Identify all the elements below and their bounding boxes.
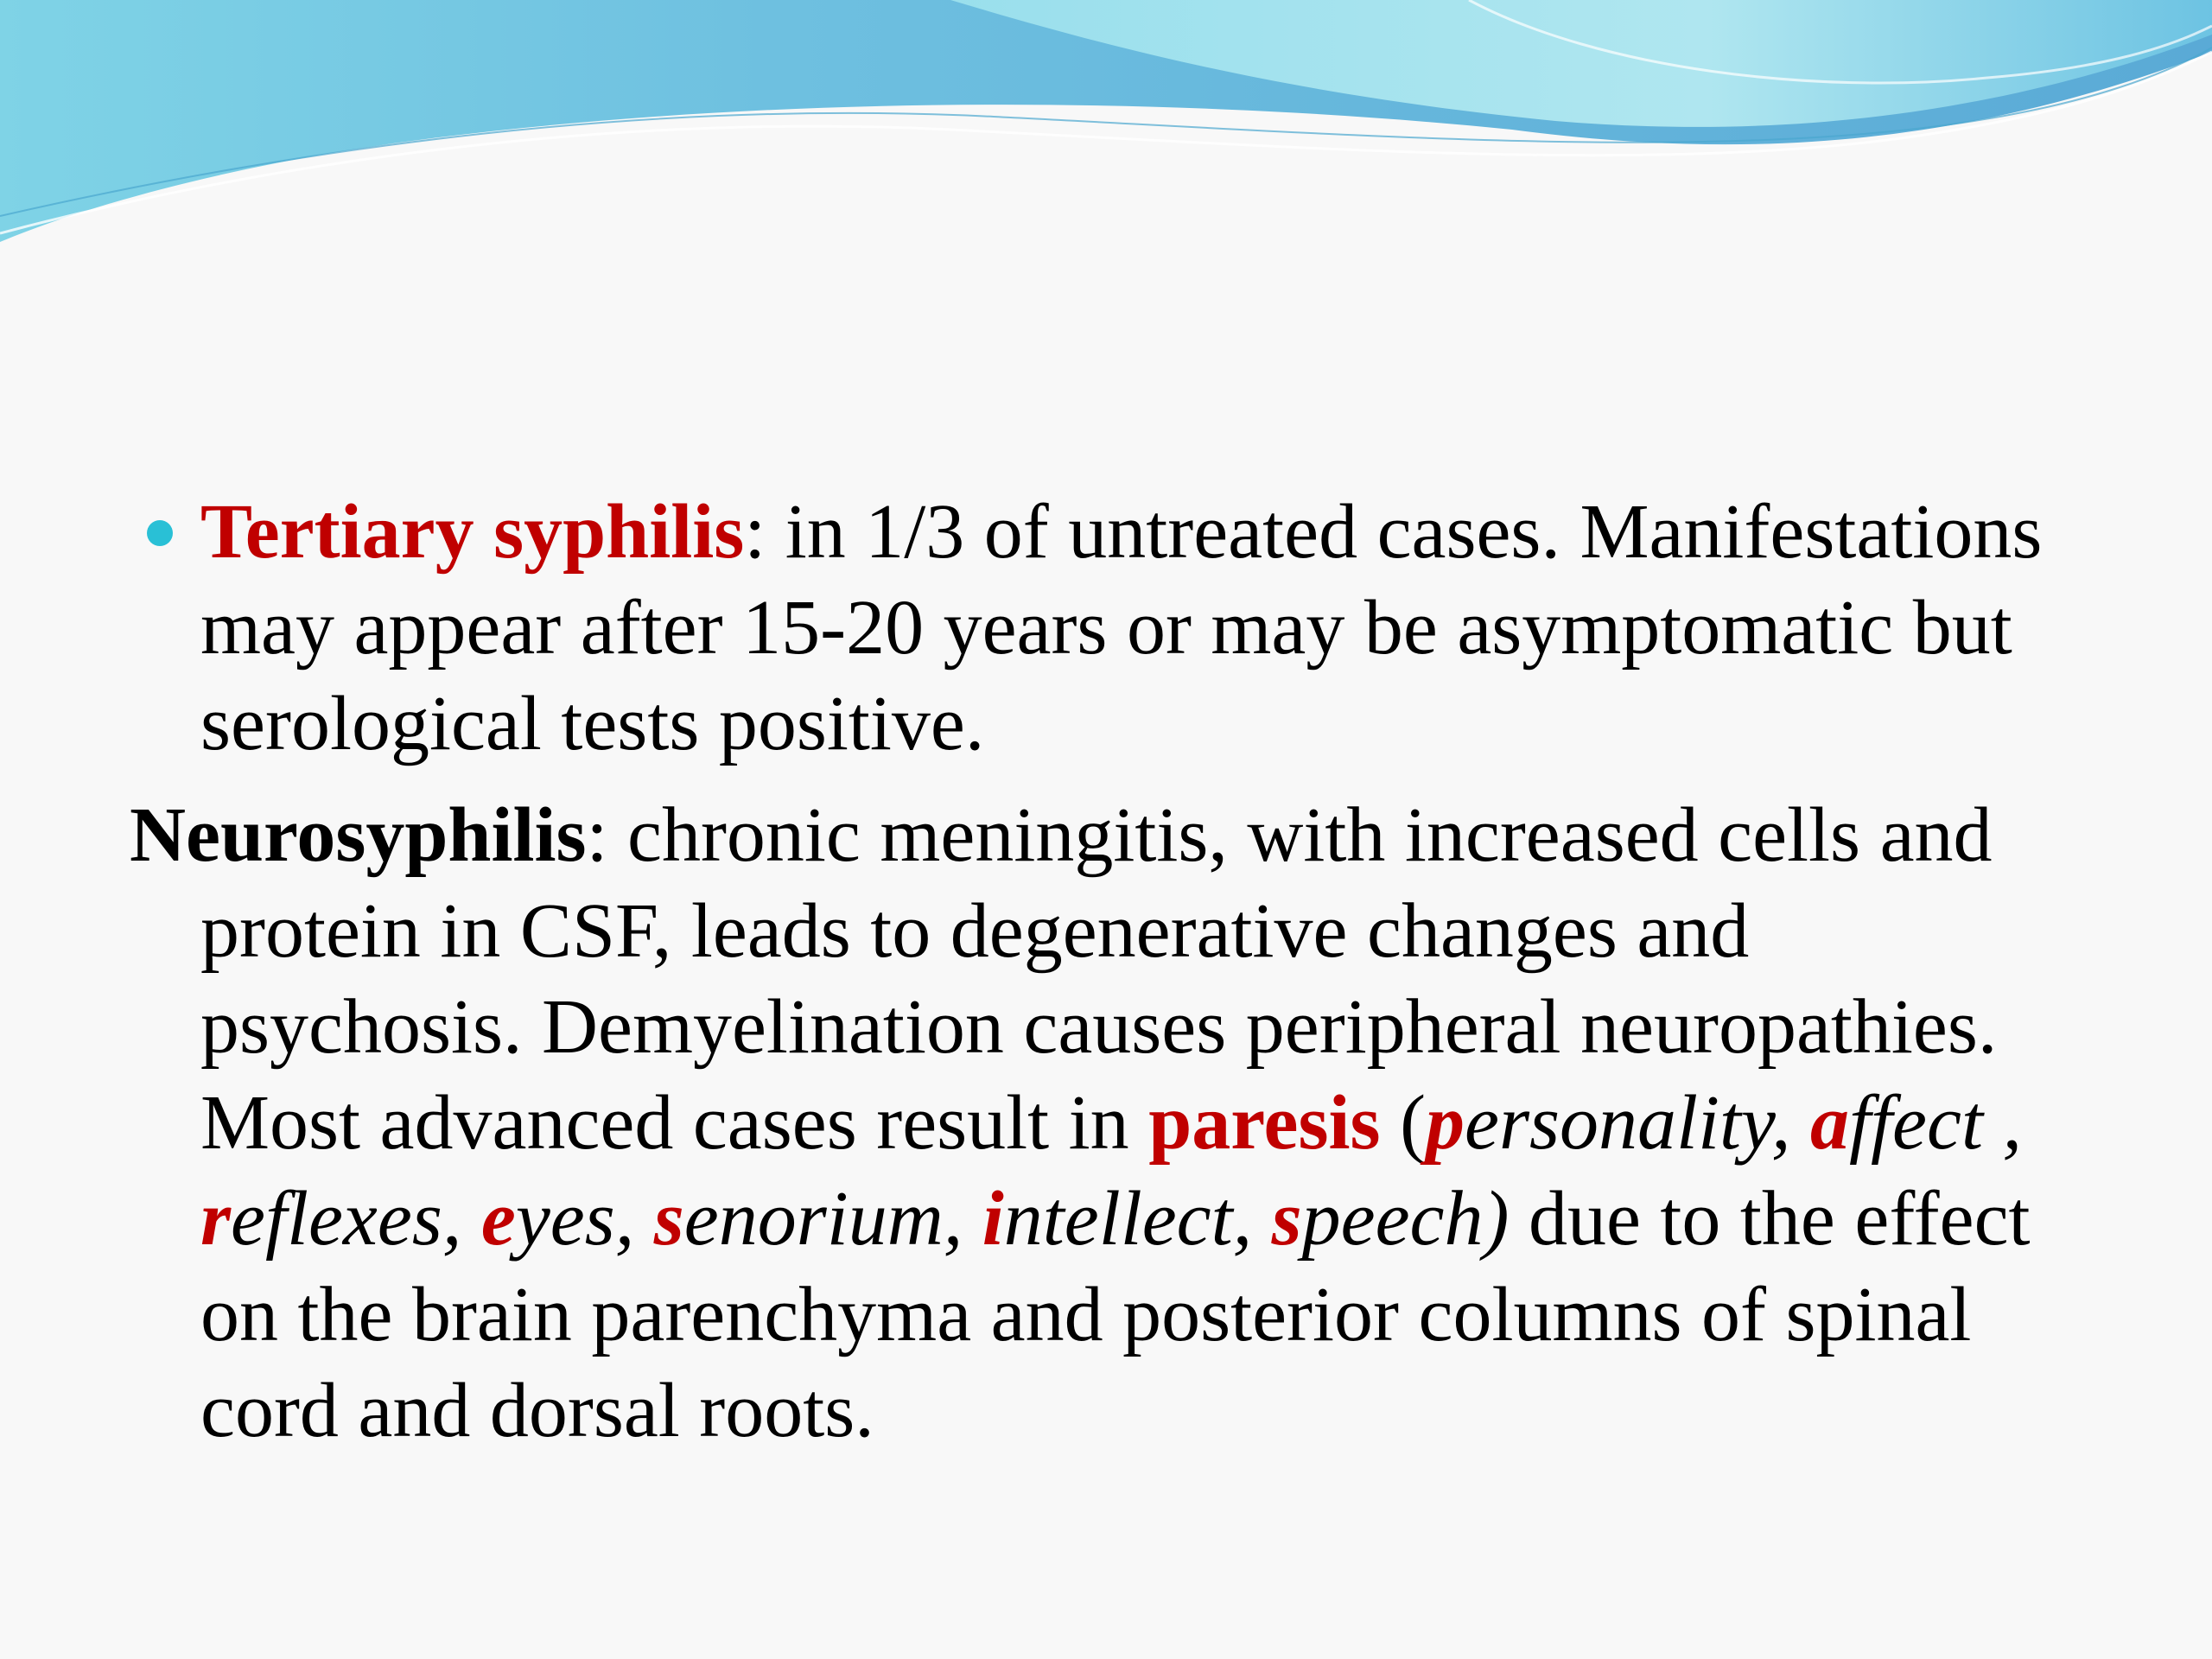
slide-body <box>130 484 2074 1459</box>
header-wave-decoration <box>0 0 2212 259</box>
bullet-icon <box>147 520 173 546</box>
mnemonic-word-reflexes: eflexes, <box>231 1176 481 1262</box>
mnemonic-letter-p: p <box>1426 1080 1465 1166</box>
mnemonic-word-eyes: yes, <box>515 1176 654 1262</box>
mnemonic-word-speech: peech) <box>1301 1176 1510 1262</box>
neuro-text-2: due to the effect on the brain parenchyma and posterior columns of spinal cord and dorsal roots. <box>200 1176 2031 1453</box>
mnemonic-letter-a: a <box>1810 1080 1850 1166</box>
tertiary-heading: Tertiary syphilis <box>200 489 745 575</box>
neuro-heading: Neurosyphilis <box>130 792 587 878</box>
mnemonic-word-senorium: enorium, <box>683 1176 982 1262</box>
mnemonic-word-affect: ffect , <box>1849 1080 2022 1166</box>
bullet-tertiary-syphilis <box>130 484 2074 772</box>
mnemonic-letter-s2: s <box>1271 1176 1302 1262</box>
mnemonic-word-intellect: ntellect, <box>1003 1176 1272 1262</box>
tertiary-text: : in 1/3 of untreated cases. Manifestations may appear after 15-20 years or may be asymptomatic but serological tests positive. <box>200 489 2043 766</box>
mnemonic-letter-r: r <box>200 1176 232 1262</box>
neurosyphilis-paragraph <box>130 787 2074 1459</box>
neuro-text-1: : chronic meningitis, with increased cells and protein in CSF, leads to degenerative changes and psychosis. Demyelination causes peripheral neuropathies. Most advanced cases result in <box>200 792 1998 1166</box>
mnemonic-letter-e: e <box>480 1176 516 1262</box>
open-paren: ( <box>1380 1080 1427 1166</box>
paresis-term: paresis <box>1148 1080 1381 1166</box>
mnemonic-word-personality: ersonality, <box>1465 1080 1811 1166</box>
mnemonic-letter-i: i <box>982 1176 1004 1262</box>
mnemonic-letter-s1: s <box>653 1176 684 1262</box>
